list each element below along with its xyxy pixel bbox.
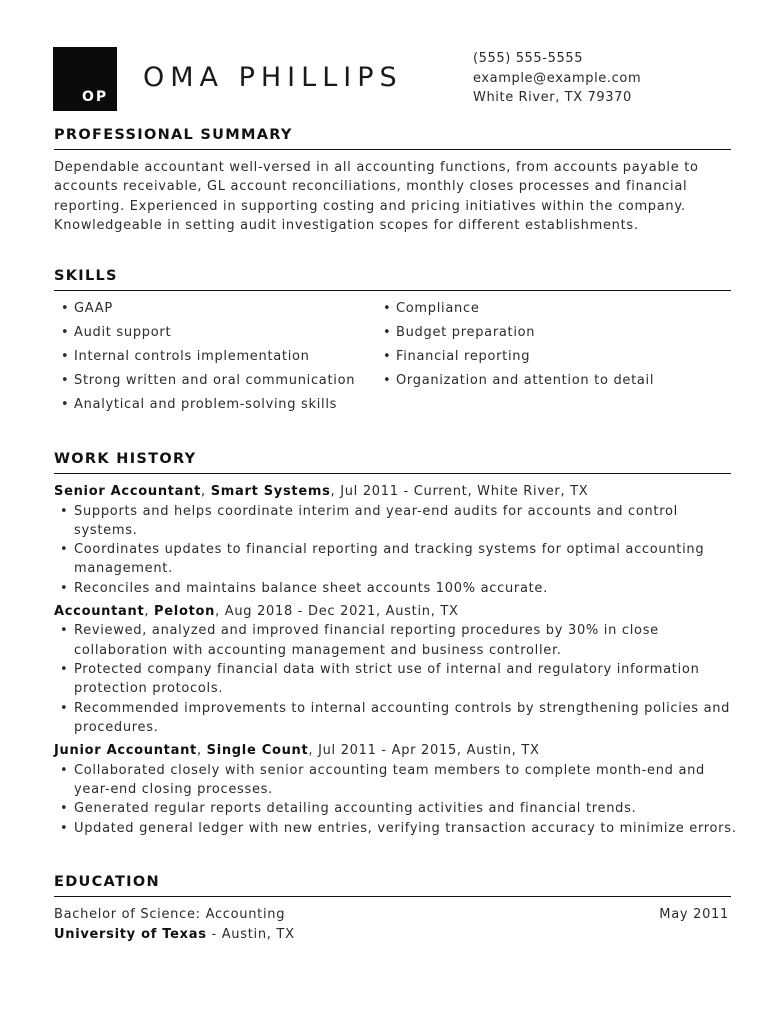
- skill-item: [60, 299, 370, 318]
- bullet-text: Generated regular reports detailing accounting activities and financial trends.: [74, 801, 637, 817]
- bullet-icon: •: [61, 349, 70, 364]
- summary-text: Dependable accountant well-versed in all accounting functions, from accounts payable to accounts receivable, GL account reconciliations, monthly closes processes and financial reporting. Experienced in supporting costing and pricing initiatives within the company. Knowledgeable in setting audit investigation scopes for different establishments.: [54, 160, 699, 233]
- summary-heading: PROFESSIONAL SUMMARY: [54, 127, 293, 143]
- job-title: Junior Accountant: [54, 743, 197, 759]
- job-entry: [54, 482, 744, 598]
- bullet-icon: •: [60, 820, 69, 836]
- work-heading: WORK HISTORY: [54, 451, 197, 467]
- bullet-icon: •: [61, 373, 70, 388]
- contact-info: [473, 49, 641, 108]
- job-header: Junior Accountant, Single Count, Jul 2011 - Apr 2015, Austin, TX: [54, 743, 540, 759]
- bullet-icon: •: [383, 325, 392, 340]
- skill-label: Strong written and oral communication: [74, 373, 356, 388]
- job-bullet: [54, 799, 744, 818]
- work-history-list: [54, 482, 744, 842]
- bullet-text: Coordinates updates to financial reporting and tracking systems for optimal accounting management.: [74, 542, 705, 577]
- skill-label: Financial reporting: [396, 349, 531, 364]
- skill-item: [382, 323, 742, 342]
- degree: Bachelor of Science: Accounting: [54, 907, 286, 922]
- bullet-text: Protected company financial data with strict use of internal and regulatory information protection protocols.: [74, 662, 700, 697]
- job-dates-location: , Aug 2018 - Dec 2021, Austin, TX: [215, 603, 459, 619]
- job-bullet: [54, 540, 744, 579]
- skill-label: Internal controls implementation: [74, 349, 310, 364]
- skill-label: Budget preparation: [396, 325, 536, 340]
- job-bullet: [54, 660, 744, 699]
- job-bullet: [54, 621, 744, 660]
- initials: OP: [82, 89, 109, 105]
- bullet-icon: •: [383, 373, 392, 388]
- job-bullet: [54, 502, 744, 541]
- bullet-icon: •: [60, 762, 69, 778]
- bullet-text: Collaborated closely with senior accounting team members to complete month-end and year-end closing processes.: [74, 762, 706, 798]
- job-header: Senior Accountant, Smart Systems, Jul 2011 - Current, White River, TX: [54, 484, 589, 499]
- bullet-icon: •: [60, 580, 69, 596]
- summary-divider: [54, 149, 731, 150]
- skill-item: [382, 299, 742, 318]
- bullet-icon: •: [60, 662, 69, 678]
- job-header: Accountant, Peloton, Aug 2018 - Dec 2021, Austin, TX: [54, 603, 459, 619]
- job-title: Accountant: [54, 603, 145, 619]
- job-bullet: [54, 819, 744, 838]
- bullet-icon: •: [383, 349, 392, 364]
- skill-item: [382, 347, 742, 366]
- job-bullet: [54, 699, 744, 738]
- bullet-icon: •: [61, 397, 70, 412]
- skills-right-column: [382, 299, 742, 395]
- company-name: Peloton: [154, 603, 216, 619]
- job-title: Senior Accountant: [54, 484, 202, 499]
- job-dates-location: , Jul 2011 - Current, White River, TX: [330, 484, 589, 499]
- skill-item: [382, 371, 742, 390]
- education-heading: EDUCATION: [54, 874, 160, 890]
- skill-label: Organization and attention to detail: [396, 373, 655, 388]
- skill-label: Audit support: [74, 325, 172, 340]
- bullet-icon: •: [60, 503, 69, 519]
- skill-item: [60, 347, 370, 366]
- phone: (555) 555-5555: [473, 51, 584, 66]
- school-name: University of Texas: [54, 926, 207, 942]
- job-bullet: [54, 579, 744, 598]
- bullet-text: Reconciles and maintains balance sheet accounts 100% accurate.: [74, 580, 548, 596]
- skill-item: [60, 371, 370, 390]
- bullet-text: Updated general ledger with new entries, verifying transaction accuracy to minimize errors.: [74, 820, 737, 836]
- skill-item: [60, 395, 370, 414]
- company-name: Single Count: [206, 743, 309, 759]
- skill-label: Analytical and problem-solving skills: [74, 397, 338, 412]
- job-dates-location: , Jul 2011 - Apr 2015, Austin, TX: [308, 743, 540, 759]
- education-divider: [54, 896, 731, 897]
- job-bullet: [54, 761, 744, 800]
- skills-heading: SKILLS: [54, 268, 118, 284]
- bullet-icon: •: [383, 301, 392, 316]
- location: White River, TX 79370: [473, 90, 632, 105]
- bullet-icon: •: [60, 542, 69, 558]
- bullet-text: Recommended improvements to internal accounting controls by strengthening policies and procedures.: [74, 700, 731, 735]
- job-entry: [54, 741, 744, 838]
- skill-label: GAAP: [74, 301, 113, 316]
- bullet-text: Supports and helps coordinate interim and year-end audits for accounts and control systems.: [74, 503, 678, 538]
- monogram-badge: [53, 47, 117, 111]
- skill-label: Compliance: [396, 301, 480, 316]
- email: example@example.com: [473, 70, 642, 86]
- company-name: Smart Systems: [210, 484, 331, 499]
- skills-divider: [54, 290, 731, 291]
- school-location: - Austin, TX: [206, 926, 295, 942]
- candidate-name: OMA PHILLIPS: [143, 62, 403, 93]
- bullet-text: Reviewed, analyzed and improved financial reporting procedures by 30% in close collaboration with accounting management and business controller.: [74, 623, 659, 658]
- education-entry: [54, 905, 731, 944]
- bullet-icon: •: [60, 801, 69, 817]
- bullet-icon: •: [60, 623, 69, 639]
- job-entry: [54, 602, 744, 737]
- skill-item: [60, 323, 370, 342]
- graduation-date: May 2011: [659, 907, 729, 922]
- bullet-icon: •: [61, 325, 70, 340]
- work-divider: [54, 473, 731, 474]
- bullet-icon: •: [60, 700, 69, 716]
- skills-left-column: [60, 299, 370, 419]
- bullet-icon: •: [61, 301, 70, 316]
